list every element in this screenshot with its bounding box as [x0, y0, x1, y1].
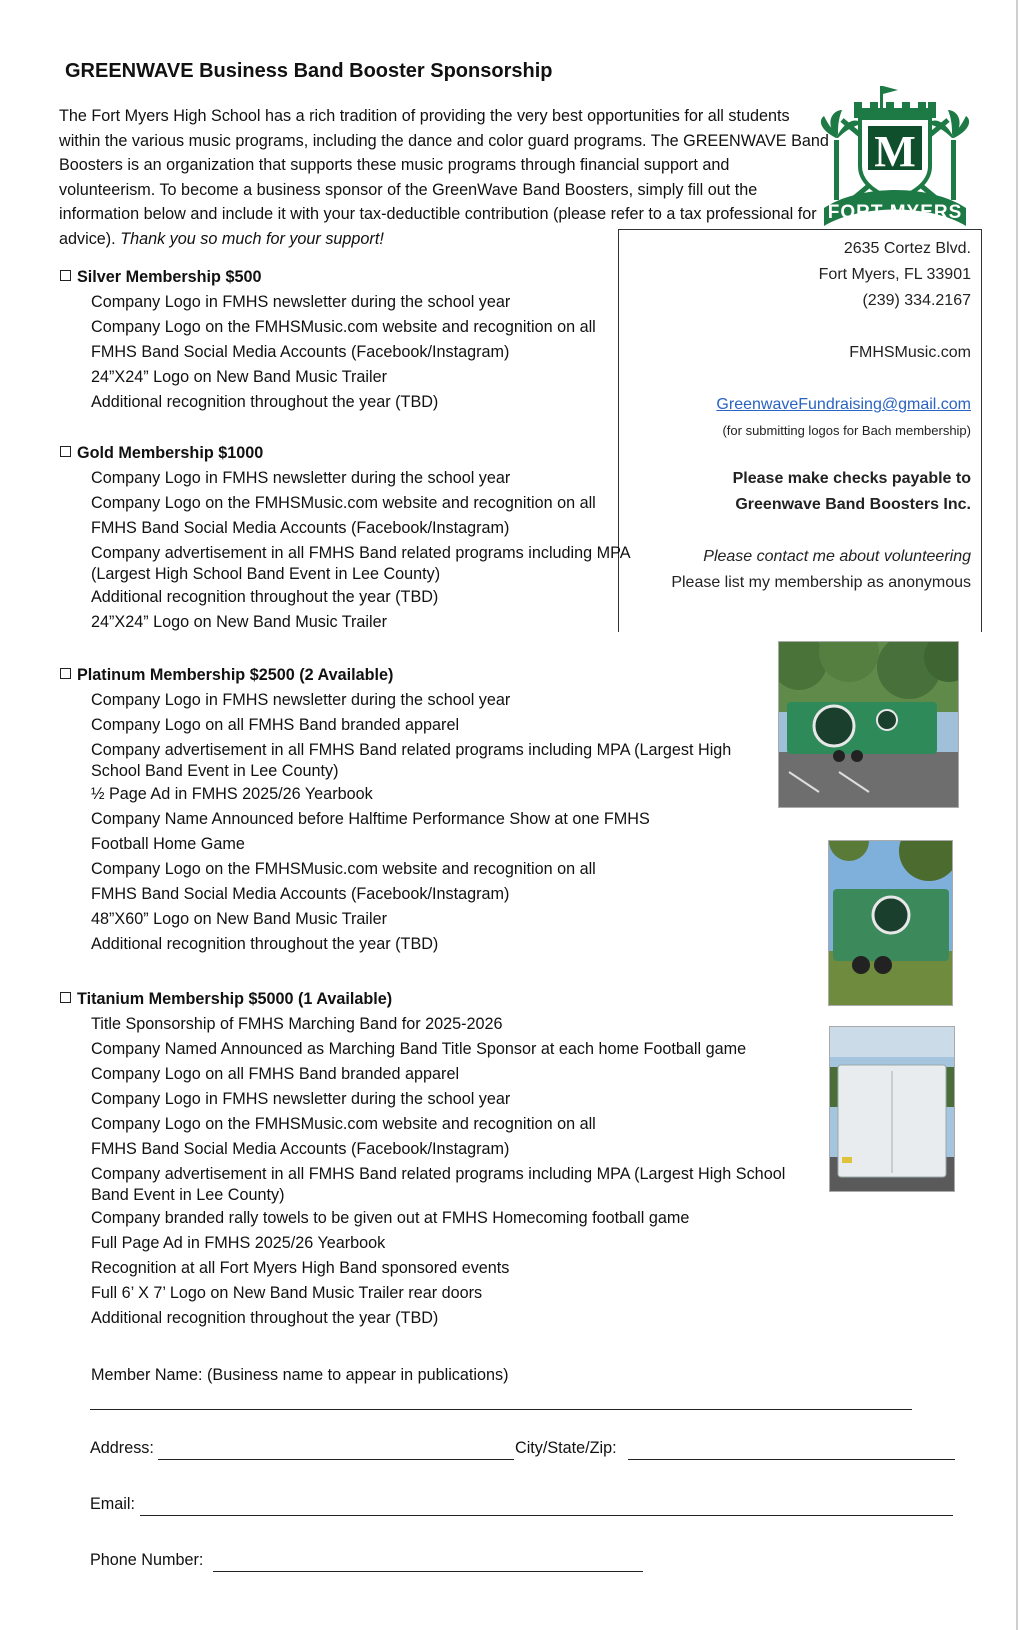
list-item: 48”X60” Logo on New Band Music Trailer — [91, 910, 388, 928]
list-item: Company advertisement in all FMHS Band related programs including MPA (Largest High School Band Event in Lee County) — [91, 544, 630, 583]
list-item: ½ Page Ad in FMHS 2025/26 Yearbook — [91, 785, 373, 803]
fort-myers-logo — [820, 80, 970, 228]
checkbox-icon[interactable] — [60, 992, 71, 1003]
list-item: Company Logo in FMHS newsletter during the school year — [91, 469, 511, 487]
platinum-membership-heading[interactable]: Platinum Membership $2500 (2 Available) — [60, 663, 781, 688]
member-name-field[interactable] — [90, 1409, 912, 1410]
list-item: 24”X24” Logo on New Band Music Trailer — [91, 613, 388, 631]
list-item: 24”X24” Logo on New Band Music Trailer — [91, 368, 388, 386]
silver-membership — [60, 265, 596, 415]
city-state-zip-field[interactable] — [628, 1459, 955, 1460]
contact-address-line1: 2635 Cortez Blvd. — [843, 240, 971, 257]
contact-email-note: (for submitting logos for Bach membership) — [722, 423, 971, 438]
palm-tree-left-icon — [821, 110, 862, 200]
checkbox-icon[interactable] — [60, 446, 71, 457]
page-edge — [1016, 0, 1018, 1630]
list-item: Company Named Announced as Marching Band Title Sponsor at each home Football game — [91, 1040, 747, 1058]
gold-membership-heading[interactable]: Gold Membership $1000 — [60, 441, 661, 466]
platinum-membership — [60, 663, 781, 957]
list-item: FMHS Band Social Media Accounts (Facebook/Instagram) — [91, 1140, 510, 1158]
trailer-photo-angle — [828, 840, 953, 1006]
phone-number-label: Phone Number: — [90, 1551, 204, 1569]
checkbox-icon[interactable] — [60, 668, 71, 679]
trailer-photo-rear — [829, 1026, 955, 1192]
list-item: FMHS Band Social Media Accounts (Facebook/Instagram) — [91, 519, 510, 537]
intro-text: The Fort Myers High School has a rich tradition of providing the very best opportunities for all students within the various music programs, including the dance and color guard programs. The GREENWAVE Band Boosters is an organization that supports these music programs through financial support and volunteerism. To become a business sponsor of the GreenWave Band Boosters, simply fill out the information below and include it with your tax-deductible contribution (please refer to a tax professional for advice). — [59, 107, 829, 248]
list-item: Title Sponsorship of FMHS Marching Band for 2025-2026 — [91, 1015, 503, 1033]
contact-address-line2: Fort Myers, FL 33901 — [818, 266, 971, 283]
checks-payable-line1: Please make checks payable to — [732, 470, 971, 487]
silver-membership-heading[interactable]: Silver Membership $500 — [60, 265, 596, 290]
palm-tree-right-icon — [928, 110, 969, 200]
list-item: FMHS Band Social Media Accounts (Facebook/Instagram) — [91, 885, 510, 903]
list-item: Company Logo in FMHS newsletter during the school year — [91, 293, 511, 311]
list-item: Full Page Ad in FMHS 2025/26 Yearbook — [91, 1234, 386, 1252]
list-item: Company Logo on all FMHS Band branded apparel — [91, 1065, 460, 1083]
contact-email-link[interactable]: GreenwaveFundraising@gmail.com — [716, 396, 971, 413]
titanium-membership — [60, 987, 821, 1331]
list-item: Company Logo on the FMHSMusic.com website and recognition on all — [91, 318, 596, 336]
list-item: Company Logo on all FMHS Band branded apparel — [91, 716, 460, 734]
list-item: Additional recognition throughout the year (TBD) — [91, 1309, 439, 1327]
list-item: Company Logo in FMHS newsletter during the school year — [91, 691, 511, 709]
list-item: Additional recognition throughout the year (TBD) — [91, 935, 439, 953]
list-item: Company branded rally towels to be given out at FMHS Homecoming football game — [91, 1209, 690, 1227]
list-item: Company advertisement in all FMHS Band related programs including MPA (Largest High School Band Event in Lee County) — [91, 741, 732, 780]
list-item: Additional recognition throughout the year (TBD) — [91, 588, 439, 606]
email-field[interactable] — [140, 1515, 953, 1516]
anonymous-option[interactable]: Please list my membership as anonymous — [671, 574, 971, 591]
trailer-photo-side — [778, 641, 959, 808]
checkbox-icon[interactable] — [60, 270, 71, 281]
list-item: Company advertisement in all FMHS Band related programs including MPA (Largest High School Band Event in Lee County) — [91, 1165, 786, 1204]
list-item: Recognition at all Fort Myers High Band sponsored events — [91, 1259, 510, 1277]
phone-number-field[interactable] — [213, 1571, 643, 1572]
volunteer-option[interactable]: Please contact me about volunteering — [703, 548, 971, 565]
logo-letter: M — [874, 127, 916, 176]
intro-thanks: Thank you so much for your support! — [120, 229, 384, 248]
contact-phone: (239) 334.2167 — [862, 292, 971, 309]
gold-membership — [60, 441, 661, 635]
list-item: Company Logo on the FMHSMusic.com website and recognition on all — [91, 860, 596, 878]
list-item: FMHS Band Social Media Accounts (Facebook/Instagram) — [91, 343, 510, 361]
address-field[interactable] — [158, 1459, 514, 1460]
castle-icon — [854, 86, 936, 118]
list-item: Company Logo on the FMHSMusic.com website and recognition on all — [91, 1115, 596, 1133]
list-item: Additional recognition throughout the year (TBD) — [91, 393, 439, 411]
list-item: Full 6’ X 7’ Logo on New Band Music Trailer rear doors — [91, 1284, 483, 1302]
list-item: Company Logo in FMHS newsletter during the school year — [91, 1090, 511, 1108]
list-item: Company Logo on the FMHSMusic.com website and recognition on all — [91, 494, 596, 512]
page-title: GREENWAVE Business Band Booster Sponsorship — [65, 60, 553, 82]
email-label: Email: — [90, 1495, 135, 1513]
city-state-zip-label: City/State/Zip: — [515, 1439, 617, 1457]
checks-payable-line2: Greenwave Band Boosters Inc. — [735, 496, 971, 513]
list-item: Football Home Game — [91, 835, 245, 853]
logo-banner-text: FORT MYERS — [827, 202, 963, 223]
address-label: Address: — [90, 1439, 154, 1457]
list-item: Company Name Announced before Halftime Performance Show at one FMHS — [91, 810, 650, 828]
contact-website[interactable]: FMHSMusic.com — [849, 344, 971, 361]
titanium-membership-heading[interactable]: Titanium Membership $5000 (1 Available) — [60, 987, 821, 1012]
member-name-label: Member Name: (Business name to appear in publications) — [91, 1366, 509, 1384]
contact-info-box — [618, 229, 982, 632]
